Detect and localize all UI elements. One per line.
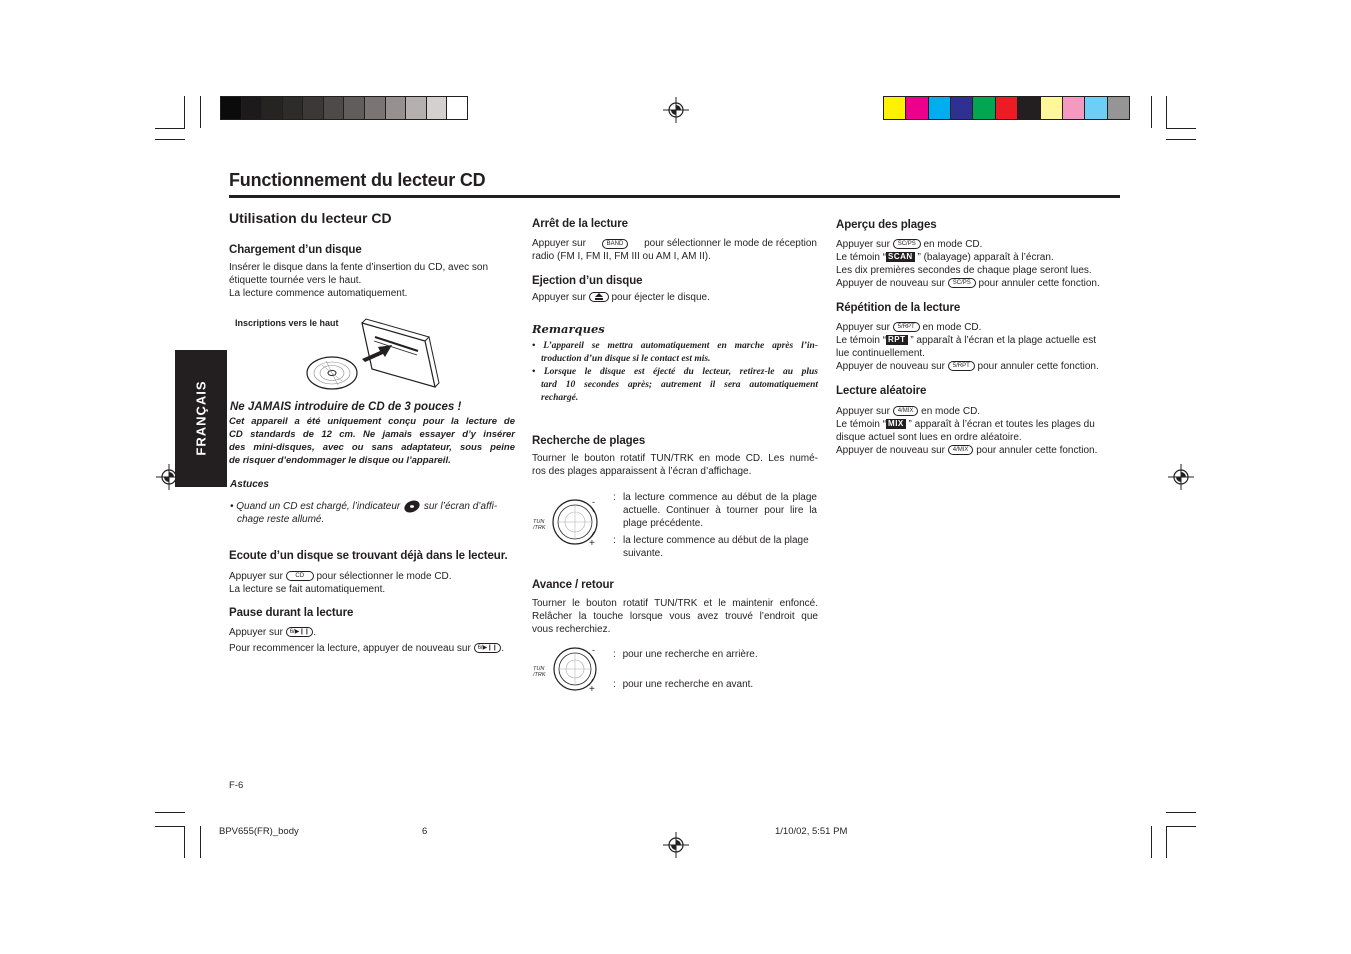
eject-icon (595, 293, 603, 300)
warning-text: Cet appareil a été uniquement conçu pour la lecture de CD standards de 12 cm. Ne jamais essayer d’y insérer des mini-disques, avec ou sans adaptateur, sous peine de risquer d’endommager le disque ou l’appareil. (229, 416, 515, 466)
gray-swatch (344, 97, 365, 119)
random-button[interactable]: 4/MIX (948, 445, 974, 455)
color-swatch (1018, 97, 1040, 119)
fast-forward-text: Tourner le bouton rotatif TUN/TRK et le maintenir enfoncé. Relâcher la touche lorsque vous avez trouvé l’endroit que vous recherchiez. (532, 598, 818, 635)
remarks-text: • L’appareil se mettra automatiquement en marche après l’in- troduction d’un disque si le contact est mis. • Lorsque le disque est éjecté du lecteur, retirez-le au plus tard 10 secondes après; autrement il sera automatiquement rechargé. (532, 341, 818, 403)
footer-timestamp: 1/10/02, 5:51 PM (775, 826, 848, 837)
heading-eject: Ejection d’un disque (532, 275, 643, 287)
registration-mark-icon (663, 97, 689, 123)
gray-swatch (283, 97, 304, 119)
pause-play-button[interactable]: 6/▶❙❙ (474, 643, 502, 653)
gray-swatch (406, 97, 427, 119)
color-swatch (1041, 97, 1063, 119)
forward-description: : pour une recherche en avant. (613, 679, 754, 690)
eject-button[interactable] (589, 292, 609, 302)
knob-label: TUN /TRK (533, 519, 546, 531)
scan-text: Appuyer sur SC/PS en mode CD. Le témoin “ SCAN ” (balayage) apparaît à l’écran. Les dix premières secondes de chaque plage seront lues. Appuyer de nouveau sur SC/PS pour annuler cette fonction. (836, 239, 1100, 289)
crop-mark (1166, 139, 1196, 140)
illustration-label: Inscriptions vers le haut (235, 318, 339, 328)
pause-text: Appuyer sur 6/▶❙❙ . Pour recommencer la lecture, appuyer de nouveau sur 6/▶❙❙ . (229, 627, 505, 654)
random-text: Appuyer sur 4/MIX en mode CD. Le témoin “ MIX ” apparaît à l’écran et toutes les plages du disque actuel sont lues en ordre aléatoire. Appuyer de nouveau sur 4/MIX pour annuler cette fonction. (836, 406, 1098, 456)
section-title-cd-use: Utilisation du lecteur CD (229, 210, 392, 226)
listen-text: Appuyer sur CD pour sélectionner le mode CD. La lecture se fait automatiquement. (229, 571, 452, 595)
cd-button[interactable]: CD (286, 571, 314, 581)
process-color-bar (883, 96, 1130, 120)
crop-mark (1151, 96, 1152, 128)
repeat-button[interactable]: 5/RPT (893, 322, 920, 332)
grayscale-color-bar (220, 96, 468, 120)
repeat-indicator: RPT (888, 335, 906, 345)
repeat-text: Appuyer sur 5/RPT en mode CD. Le témoin “ RPT ” apparaît à l’écran et la plage actuelle est lue continuellement. Appuyer de nouveau sur 5/RPT pour annuler cette fonction. (836, 322, 1099, 372)
registration-mark-icon (1168, 464, 1194, 490)
tips-heading: Astuces (230, 479, 269, 490)
random-indicator: MIX (888, 419, 904, 429)
eject-text: Appuyer sur pour éjecter le disque. (532, 292, 710, 303)
stop-text: Appuyer sur BAND pour sélectionner le mode de réception radio (FM I, FM II, FM III ou AM I, AM II). (532, 238, 817, 262)
gray-swatch (365, 97, 386, 119)
color-swatch (1085, 97, 1107, 119)
registration-mark-icon (663, 832, 689, 858)
crop-mark (1166, 128, 1196, 129)
heading-pause: Pause durant la lecture (229, 607, 354, 619)
cd-player-unit (362, 319, 439, 387)
heading-fast-forward: Avance / retour (532, 579, 614, 591)
language-tab-label: FRANÇAIS (193, 380, 209, 456)
gray-swatch (427, 97, 448, 119)
crop-mark (184, 96, 185, 128)
language-tab (175, 350, 227, 487)
knob-diagram-ff (532, 644, 607, 694)
crop-mark (1166, 826, 1196, 827)
color-swatch (884, 97, 906, 119)
color-swatch (1063, 97, 1085, 119)
scan-indicator: SCAN (888, 252, 913, 262)
heading-listen-loaded: Ecoute d’un disque se trouvant déjà dans le lecteur. (229, 550, 508, 562)
random-button[interactable]: 4/MIX (893, 406, 919, 416)
svg-text:+: + (589, 538, 595, 548)
minus-description: : la lecture commence au début de la plage actuelle. Continuer à tourner pour lire la plage précédente. (613, 492, 817, 529)
gray-swatch (447, 97, 467, 119)
crop-mark (155, 128, 185, 129)
heading-stop: Arrêt de la lecture (532, 218, 628, 230)
page-title: Functionnement du lecteur CD (229, 170, 486, 190)
gray-swatch (221, 97, 242, 119)
knob-diagram-search (532, 496, 607, 548)
color-swatch (929, 97, 951, 119)
tips-text: • Quand un CD est chargé, l’indicateur sur l’écran d’affi- chage reste allumé. (230, 500, 516, 526)
svg-text:+: + (589, 684, 595, 694)
repeat-button[interactable]: 5/RPT (948, 361, 975, 371)
remarks-heading: Remarques (532, 322, 605, 336)
gray-swatch (303, 97, 324, 119)
crop-mark (200, 96, 201, 128)
heading-scan: Aperçu des plages (836, 219, 937, 231)
heading-load-disc: Chargement d’un disque (229, 244, 362, 256)
pause-play-button[interactable]: 6/▶❙❙ (286, 627, 314, 637)
gray-swatch (262, 97, 283, 119)
scan-button[interactable]: SC/PS (948, 278, 976, 288)
plus-description: : la lecture commence au début de la plage suivante. (613, 535, 809, 559)
disc-indicator-icon (403, 500, 421, 513)
footer-filename: BPV655(FR)_body (219, 826, 299, 837)
knob-label: TUN /TRK (533, 666, 546, 678)
color-swatch (1108, 97, 1129, 119)
band-button[interactable]: BAND (602, 239, 629, 249)
track-search-text: Tourner le bouton rotatif TUN/TRK en mode CD. Les numé- ros des plages apparaissent à l’écran d’affichage. (532, 453, 818, 477)
load-text: Insérer le disque dans la fente d’insertion du CD, avec son étiquette tournée vers le haut. La lecture commence automatiquement. (229, 262, 489, 299)
crop-mark (184, 826, 185, 858)
color-swatch (996, 97, 1018, 119)
crop-mark (200, 826, 201, 858)
gray-swatch (324, 97, 345, 119)
color-swatch (951, 97, 973, 119)
crop-mark (155, 826, 185, 827)
gray-swatch (242, 97, 263, 119)
heading-repeat: Répétition de la lecture (836, 302, 961, 314)
warning-heading: Ne JAMAIS introduire de CD de 3 pouces ! (230, 401, 462, 413)
crop-mark (155, 139, 185, 140)
disc-icon (307, 357, 357, 389)
title-rule (229, 195, 1120, 198)
color-swatch (973, 97, 995, 119)
gray-swatch (386, 97, 407, 119)
heading-track-search: Recherche de plages (532, 435, 646, 447)
footer-sheet-number: 6 (422, 826, 428, 837)
rewind-description: : pour une recherche en arrière. (613, 649, 758, 660)
svg-text:-: - (592, 497, 595, 507)
svg-text:-: - (592, 645, 595, 655)
crop-mark (155, 812, 185, 813)
cd-insertion-illustration (300, 315, 445, 395)
crop-mark (1166, 96, 1167, 128)
crop-mark (1151, 826, 1152, 858)
scan-button[interactable]: SC/PS (893, 239, 921, 249)
arrow-icon (362, 345, 392, 362)
crop-mark (1166, 812, 1196, 813)
crop-mark (1166, 826, 1167, 858)
color-swatch (906, 97, 928, 119)
heading-random: Lecture aléatoire (836, 385, 927, 397)
page-number: F-6 (229, 780, 244, 791)
